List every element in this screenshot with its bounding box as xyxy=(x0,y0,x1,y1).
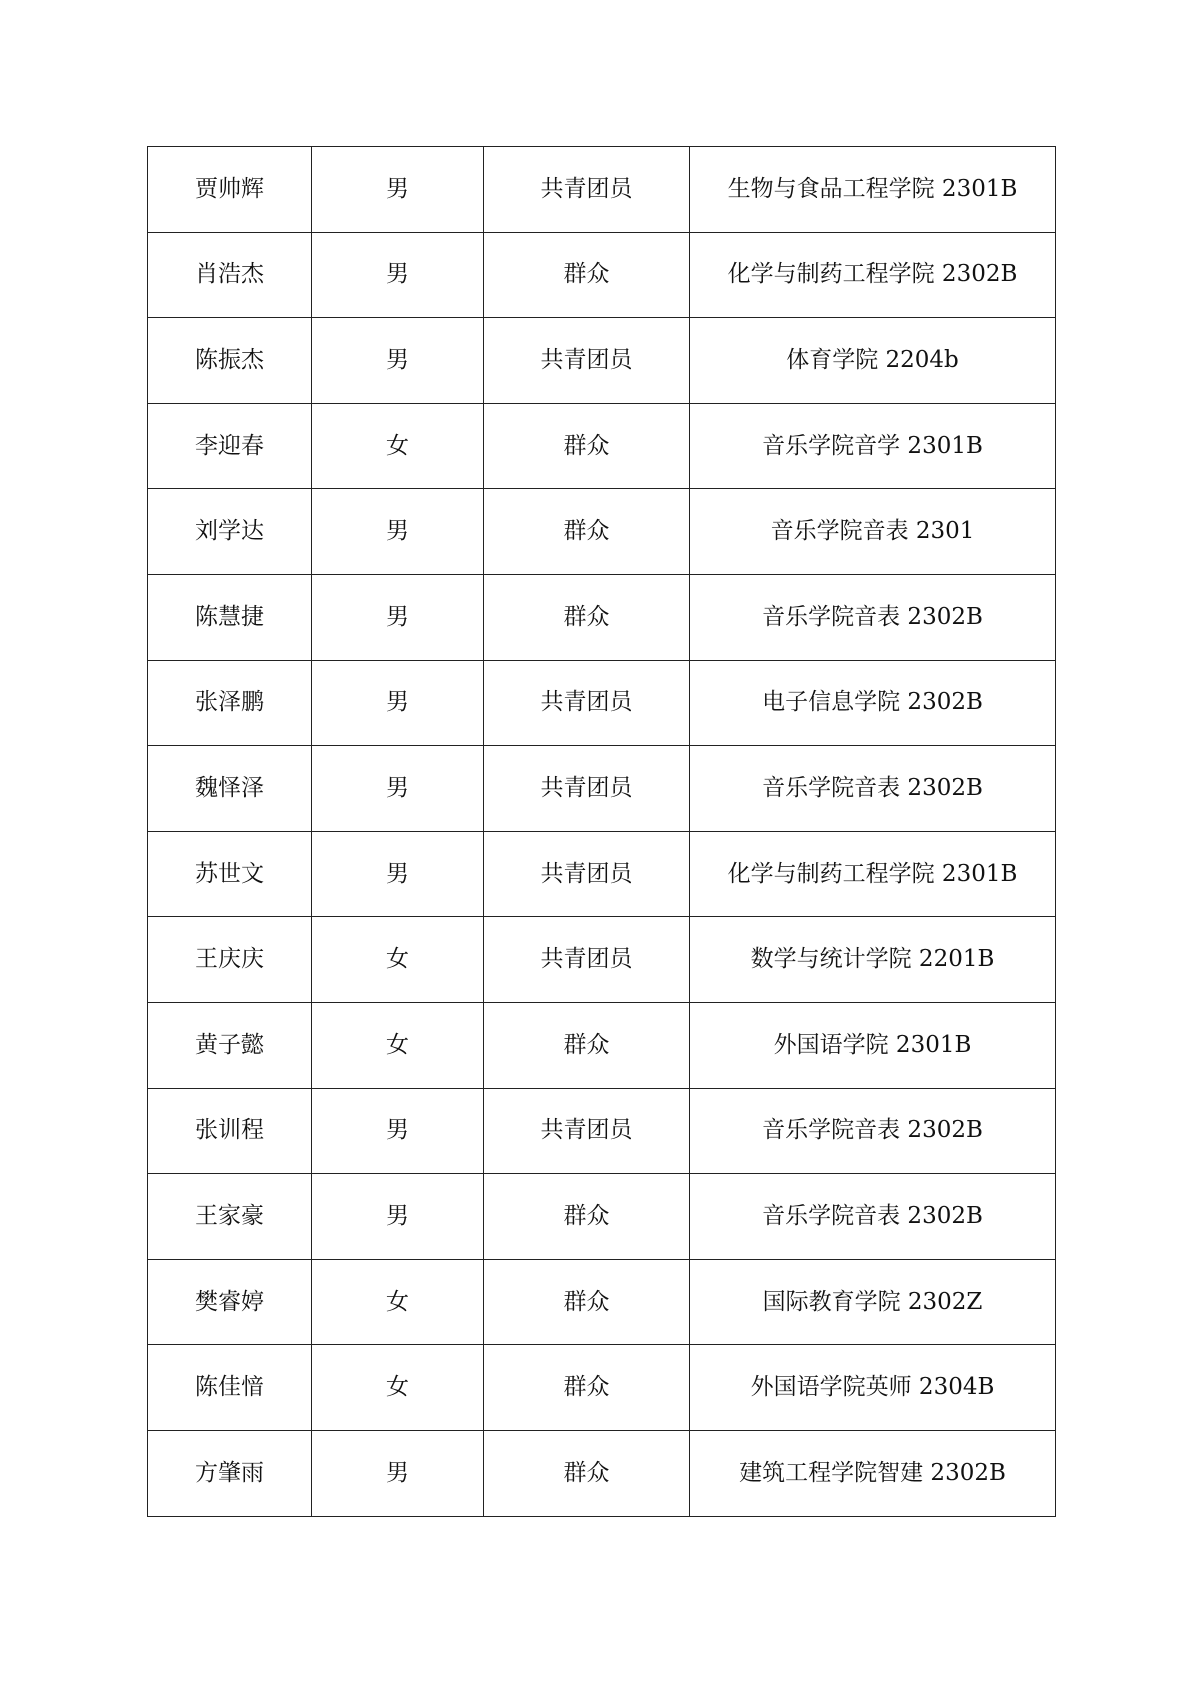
political-status-cell: 群众 xyxy=(484,1002,690,1088)
gender-cell: 男 xyxy=(312,574,484,660)
name-cell: 陈振杰 xyxy=(148,318,312,404)
political-status-cell: 群众 xyxy=(484,574,690,660)
gender-cell: 男 xyxy=(312,318,484,404)
table-row xyxy=(148,831,1056,917)
political-status-cell: 共青团员 xyxy=(484,318,690,404)
table-row xyxy=(148,232,1056,318)
table-row xyxy=(148,318,1056,404)
political-status-cell: 群众 xyxy=(484,1259,690,1345)
political-status-cell: 群众 xyxy=(484,232,690,318)
table-row xyxy=(148,1345,1056,1431)
political-status-cell: 群众 xyxy=(484,1345,690,1431)
name-cell: 王家豪 xyxy=(148,1174,312,1260)
political-status-cell: 群众 xyxy=(484,1430,690,1516)
name-cell: 肖浩杰 xyxy=(148,232,312,318)
political-status-cell: 共青团员 xyxy=(484,1088,690,1174)
gender-cell: 女 xyxy=(312,1259,484,1345)
college-class-cell: 国际教育学院 2302Z xyxy=(690,1259,1056,1345)
college-class-cell: 化学与制药工程学院 2301B xyxy=(690,831,1056,917)
college-class-cell: 音乐学院音表 2302B xyxy=(690,746,1056,832)
table-row xyxy=(148,660,1056,746)
political-status-cell: 共青团员 xyxy=(484,746,690,832)
gender-cell: 男 xyxy=(312,1174,484,1260)
table-row xyxy=(148,147,1056,233)
table-row xyxy=(148,1430,1056,1516)
name-cell: 陈佳愔 xyxy=(148,1345,312,1431)
table-row xyxy=(148,489,1056,575)
gender-cell: 男 xyxy=(312,147,484,233)
gender-cell: 女 xyxy=(312,917,484,1003)
gender-cell: 女 xyxy=(312,1345,484,1431)
college-class-cell: 音乐学院音表 2302B xyxy=(690,1174,1056,1260)
name-cell: 樊睿婷 xyxy=(148,1259,312,1345)
table-row xyxy=(148,1174,1056,1260)
political-status-cell: 群众 xyxy=(484,403,690,489)
college-class-cell: 电子信息学院 2302B xyxy=(690,660,1056,746)
college-class-cell: 音乐学院音表 2302B xyxy=(690,1088,1056,1174)
college-class-cell: 建筑工程学院智建 2302B xyxy=(690,1430,1056,1516)
gender-cell: 男 xyxy=(312,489,484,575)
table-row xyxy=(148,917,1056,1003)
table-row xyxy=(148,1002,1056,1088)
roster-table-body xyxy=(148,147,1056,1517)
name-cell: 王庆庆 xyxy=(148,917,312,1003)
name-cell: 魏怿泽 xyxy=(148,746,312,832)
table-row xyxy=(148,574,1056,660)
political-status-cell: 共青团员 xyxy=(484,831,690,917)
table-row xyxy=(148,1088,1056,1174)
college-class-cell: 音乐学院音表 2302B xyxy=(690,574,1056,660)
college-class-cell: 外国语学院英师 2304B xyxy=(690,1345,1056,1431)
college-class-cell: 音乐学院音表 2301 xyxy=(690,489,1056,575)
college-class-cell: 体育学院 2204b xyxy=(690,318,1056,404)
political-status-cell: 共青团员 xyxy=(484,660,690,746)
college-class-cell: 化学与制药工程学院 2302B xyxy=(690,232,1056,318)
political-status-cell: 群众 xyxy=(484,1174,690,1260)
gender-cell: 男 xyxy=(312,746,484,832)
political-status-cell: 群众 xyxy=(484,489,690,575)
name-cell: 陈慧捷 xyxy=(148,574,312,660)
name-cell: 刘学达 xyxy=(148,489,312,575)
gender-cell: 男 xyxy=(312,831,484,917)
name-cell: 张泽鹏 xyxy=(148,660,312,746)
gender-cell: 男 xyxy=(312,1430,484,1516)
college-class-cell: 数学与统计学院 2201B xyxy=(690,917,1056,1003)
name-cell: 李迎春 xyxy=(148,403,312,489)
student-roster-table xyxy=(147,146,1056,1517)
name-cell: 张训程 xyxy=(148,1088,312,1174)
gender-cell: 男 xyxy=(312,232,484,318)
name-cell: 黄子懿 xyxy=(148,1002,312,1088)
table-row xyxy=(148,746,1056,832)
table-row xyxy=(148,1259,1056,1345)
gender-cell: 男 xyxy=(312,1088,484,1174)
college-class-cell: 生物与食品工程学院 2301B xyxy=(690,147,1056,233)
gender-cell: 女 xyxy=(312,1002,484,1088)
gender-cell: 男 xyxy=(312,660,484,746)
gender-cell: 女 xyxy=(312,403,484,489)
name-cell: 方肇雨 xyxy=(148,1430,312,1516)
political-status-cell: 共青团员 xyxy=(484,147,690,233)
college-class-cell: 音乐学院音学 2301B xyxy=(690,403,1056,489)
name-cell: 贾帅辉 xyxy=(148,147,312,233)
political-status-cell: 共青团员 xyxy=(484,917,690,1003)
table-row xyxy=(148,403,1056,489)
name-cell: 苏世文 xyxy=(148,831,312,917)
college-class-cell: 外国语学院 2301B xyxy=(690,1002,1056,1088)
